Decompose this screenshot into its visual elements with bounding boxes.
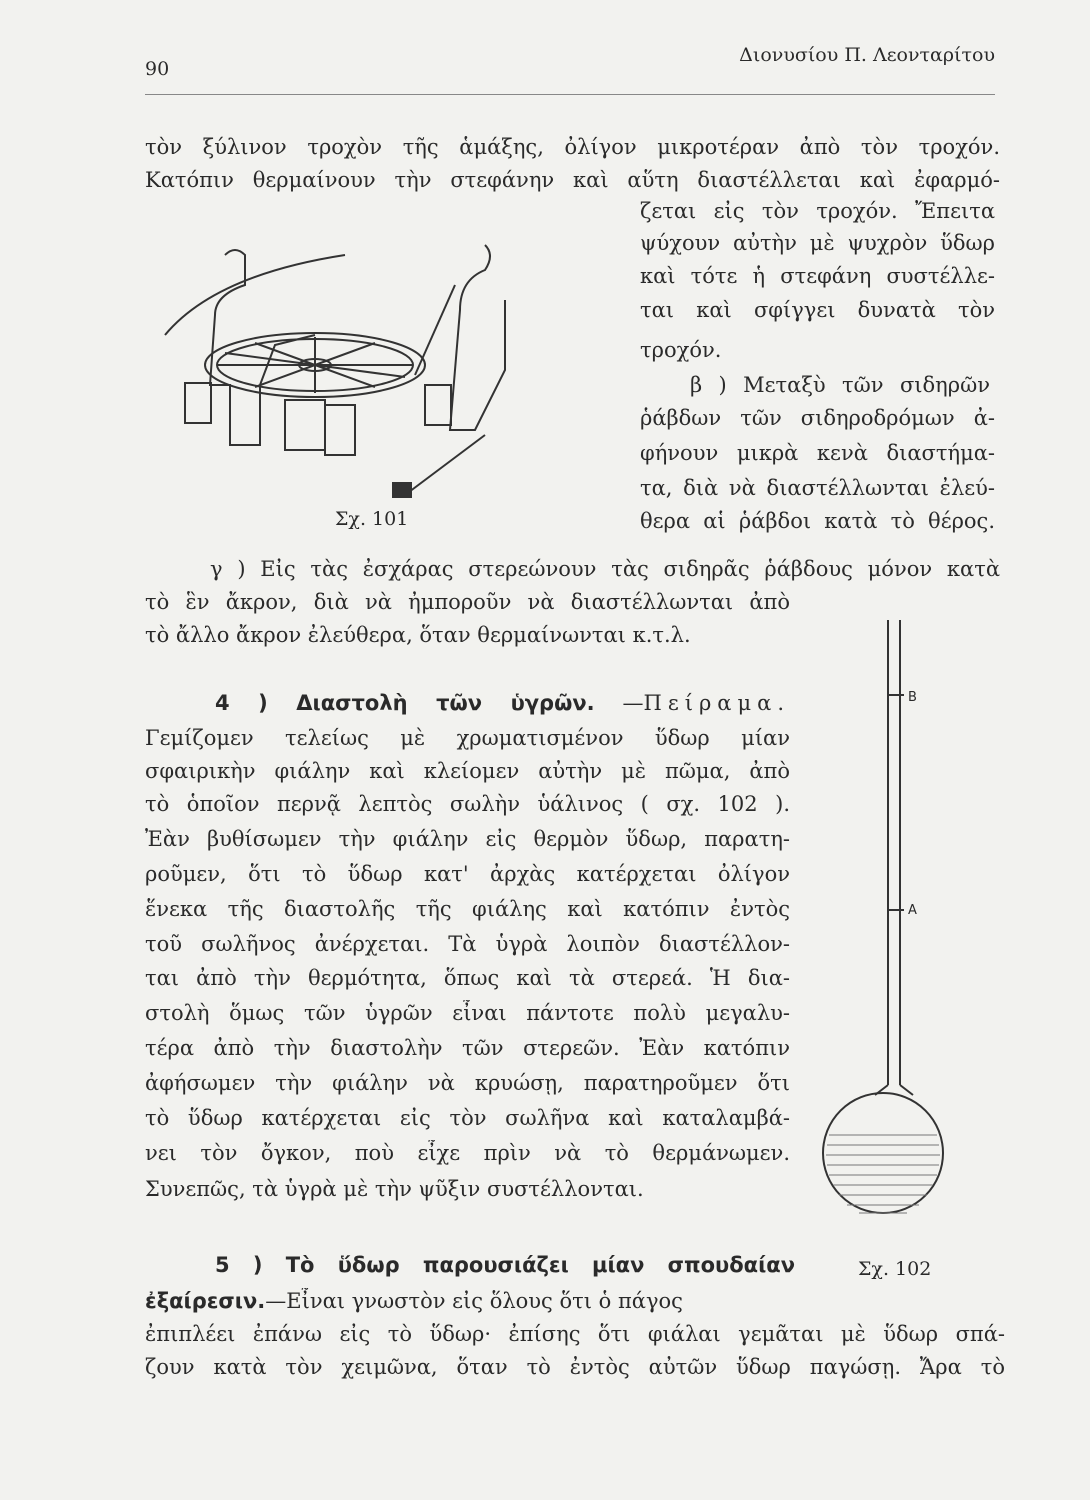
text-line: Ἐὰν βυθίσωμεν τὴν φιάλην εἰς θερμὸν ὕδωρ, παρατη- bbox=[145, 827, 790, 851]
text-line: ζουν κατὰ τὸν χειμῶνα, ὅταν τὸ ἐντὸς αὐτῶν ὕδωρ παγώσῃ. Ἄρα τὸ bbox=[145, 1355, 1005, 1379]
text-line: ται ἀπὸ τὴν θερμότητα, ὅπως καὶ τὰ στερεά. Ἡ δια- bbox=[145, 966, 790, 990]
figure-101-caption: Σχ. 101 bbox=[335, 508, 409, 530]
flask-label-a: A bbox=[908, 903, 917, 918]
section-5-heading: 5 ) Τὸ ὕδωρ παρουσιάζει μίαν σπουδαίαν bbox=[215, 1253, 795, 1277]
figure-101-wheel-illustration bbox=[155, 225, 515, 505]
text-line: στολὴ ὅμως τῶν ὑγρῶν εἶναι πάντοτε πολὺ μεγαλυ- bbox=[145, 1001, 790, 1025]
text-line: ροῦμεν, ὅτι τὸ ὕδωρ κατ' ἀρχὰς κατέρχεται ὀλίγον bbox=[145, 862, 790, 886]
text-line: γ ) Εἰς τὰς ἐσχάρας στερεώνουν τὰς σιδηρᾶς ῥάβδους μόνον κατὰ bbox=[210, 557, 1000, 581]
section-5-text: —Εἶναι γνωστὸν εἰς ὅλους ὅτι ὁ πάγος bbox=[265, 1289, 683, 1313]
text-line: τα, διὰ νὰ διαστέλλωνται ἐλεύ- bbox=[640, 476, 995, 500]
section-4-title: 4 ) Διαστολὴ τῶν ὑγρῶν. bbox=[215, 691, 595, 715]
section-5-title-end: ἐξαίρεσιν. bbox=[145, 1289, 266, 1313]
figure-102-caption: Σχ. 102 bbox=[858, 1258, 932, 1280]
text-line: θερα αἱ ῥάβδοι κατὰ τὸ θέρος. bbox=[640, 509, 995, 533]
section-5-heading-line2 bbox=[145, 1288, 795, 1314]
text-line: τὸν ξύλινον τροχὸν τῆς ἁμάξης, ὀλίγον μικροτέραν ἀπὸ τὸν τροχόν. bbox=[145, 135, 1000, 159]
text-line: Κατόπιν θερμαίνουν τὴν στεφάνην καὶ αὕτη διαστέλλεται καὶ ἐφαρμό- bbox=[145, 168, 1000, 192]
section-4-heading bbox=[215, 690, 790, 716]
text-line: ῥάβδων τῶν σιδηροδρόμων ἀ- bbox=[640, 406, 995, 430]
text-line: ψύχουν αὐτὴν μὲ ψυχρὸν ὕδωρ bbox=[640, 231, 995, 255]
text-line: ἀφήσωμεν τὴν φιάλην νὰ κρυώσῃ, παρατηροῦμεν ὅτι bbox=[145, 1071, 790, 1095]
text-line: φήνουν μικρὰ κενὰ διαστήμα- bbox=[640, 441, 995, 465]
page-number: 90 bbox=[145, 58, 170, 80]
flask-label-b: B bbox=[908, 690, 917, 705]
text-line: καὶ τότε ἡ στεφάνη συστέλλε- bbox=[640, 264, 995, 288]
text-line: σφαιρικὴν φιάλην καὶ κλείομεν αὐτὴν μὲ πῶμα, ἀπὸ bbox=[145, 759, 790, 783]
text-line: ται καὶ σφίγγει δυνατὰ τὸν bbox=[640, 298, 995, 322]
running-header-author: Διονυσίου Π. Λεονταρίτου bbox=[739, 44, 995, 66]
text-line: ζεται εἰς τὸν τροχόν. Ἔπειτα bbox=[640, 199, 995, 223]
header-rule bbox=[145, 94, 995, 95]
text-line: νει τὸν ὄγκον, ποὺ εἶχε πρὶν νὰ τὸ θερμάνωμεν. bbox=[145, 1141, 790, 1165]
figure-102-flask-illustration bbox=[815, 615, 955, 1225]
text-line: τὸ ὕδωρ κατέρχεται εἰς τὸν σωλῆνα καὶ καταλαμβά- bbox=[145, 1106, 790, 1130]
text-line: β ) Μεταξὺ τῶν σιδηρῶν bbox=[690, 373, 990, 397]
dash: — bbox=[622, 691, 644, 715]
text-line: τοῦ σωλῆνος ἀνέρχεται. Τὰ ὑγρὰ λοιπὸν διαστέλλον- bbox=[145, 932, 790, 956]
experiment-label: Πείραμα. bbox=[643, 691, 790, 715]
text-line: Συνεπῶς, τὰ ὑγρὰ μὲ τὴν ψῦξιν συστέλλονται. bbox=[145, 1177, 644, 1201]
text-line: Γεμίζομεν τελείως μὲ χρωματισμένον ὕδωρ μίαν bbox=[145, 726, 790, 750]
text-line: τὸ ὁποῖον περνᾷ λεπτὸς σωλὴν ὑάλινος ( σχ. 102 ). bbox=[145, 792, 790, 816]
text-line: τροχόν. bbox=[640, 338, 722, 362]
text-line: ἕνεκα τῆς διαστολῆς τῆς φιάλης καὶ κατόπιν ἐντὸς bbox=[145, 897, 790, 921]
text-line: ἐπιπλέει ἐπάνω εἰς τὸ ὕδωρ· ἐπίσης ὅτι φιάλαι γεμᾶται μὲ ὕδωρ σπά- bbox=[145, 1322, 1005, 1346]
text-line: τέρα ἀπὸ τὴν διαστολὴν τῶν στερεῶν. Ἐὰν κατόπιν bbox=[145, 1036, 790, 1060]
text-line: τὸ ἄλλο ἄκρον ἐλεύθερα, ὅταν θερμαίνωνται κ.τ.λ. bbox=[145, 623, 691, 647]
text-line: τὸ ἓν ἄκρον, διὰ νὰ ἠμποροῦν νὰ διαστέλλωνται ἀπὸ bbox=[145, 590, 790, 614]
